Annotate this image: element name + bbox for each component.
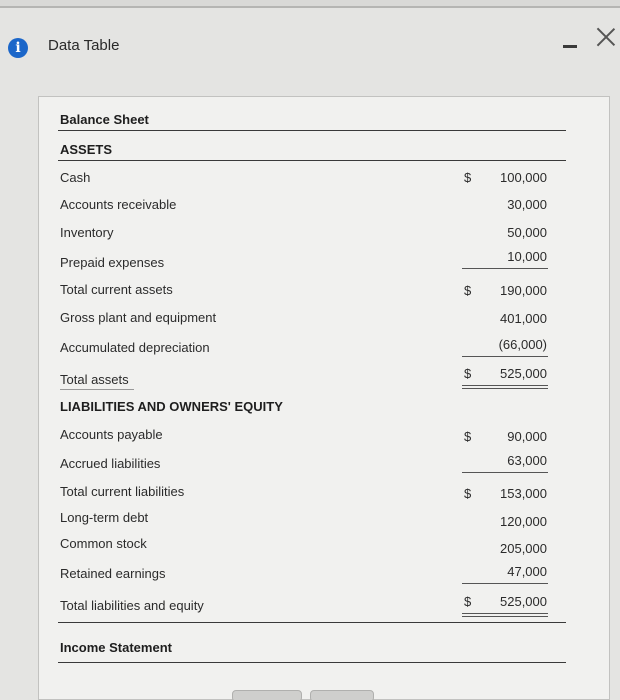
assets-heading: ASSETS	[60, 142, 113, 157]
dollar-sign: $	[464, 429, 472, 444]
row-value: 50,000	[507, 225, 547, 240]
row-label: Inventory	[60, 225, 114, 240]
income-heading-rule	[58, 662, 566, 663]
total-double-line	[462, 613, 548, 614]
minimize-button[interactable]	[563, 45, 577, 48]
heading-rule	[58, 130, 566, 131]
dollar-sign: $	[464, 170, 472, 185]
dollar-sign: $	[464, 594, 472, 609]
row-value: 10,000	[507, 249, 547, 264]
row-value: 525,000	[500, 366, 547, 381]
subtotal-line	[462, 268, 548, 269]
income-statement-heading: Income Statement	[60, 640, 172, 655]
row-value: 401,000	[500, 311, 547, 326]
row-label: Common stock	[60, 536, 147, 551]
total-double-line	[462, 388, 548, 389]
row-label: Retained earnings	[60, 566, 166, 581]
section-rule	[58, 622, 566, 623]
row-label: Prepaid expenses	[60, 255, 165, 270]
print-button[interactable]	[232, 690, 302, 700]
row-value: 30,000	[507, 197, 547, 212]
row-label: Accounts receivable	[60, 197, 177, 212]
balance-sheet-heading: Balance Sheet	[60, 112, 149, 127]
dollar-sign: $	[464, 366, 472, 381]
row-value: 153,000	[500, 486, 547, 501]
row-label: Total current assets	[60, 282, 173, 297]
dollar-sign: $	[464, 283, 472, 298]
row-value: 63,000	[507, 453, 547, 468]
row-label: Cash	[60, 170, 91, 185]
total-double-line	[462, 385, 548, 386]
window-title: Data Table	[48, 37, 120, 54]
dollar-sign: $	[464, 486, 472, 501]
done-button[interactable]	[310, 690, 374, 700]
row-value: 100,000	[500, 170, 547, 185]
window-header	[0, 26, 620, 66]
row-label: Total assets	[60, 372, 129, 387]
row-value: 47,000	[507, 564, 547, 579]
row-value: 190,000	[500, 283, 547, 298]
row-label: Total liabilities and equity	[60, 598, 204, 613]
row-value: 120,000	[500, 514, 547, 529]
info-icon: i	[8, 38, 28, 58]
assets-rule	[58, 160, 566, 161]
row-value: 205,000	[500, 541, 547, 556]
row-value: (66,000)	[498, 337, 547, 352]
total-double-line	[462, 616, 548, 617]
row-label: Long-term debt	[60, 510, 149, 525]
liabilities-heading: LIABILITIES AND OWNERS' EQUITY	[60, 399, 283, 414]
subtotal-line	[462, 472, 548, 473]
row-label: Accumulated depreciation	[60, 340, 210, 355]
subtotal-line	[462, 356, 548, 357]
row-value: 90,000	[507, 429, 547, 444]
row-label: Accrued liabilities	[60, 456, 161, 471]
row-label: Total current liabilities	[60, 484, 185, 499]
label-underline	[60, 389, 134, 390]
row-value: 525,000	[500, 594, 547, 609]
row-label: Accounts payable	[60, 427, 163, 442]
subtotal-line	[462, 583, 548, 584]
row-label: Gross plant and equipment	[60, 310, 217, 325]
close-button[interactable]	[595, 26, 617, 48]
